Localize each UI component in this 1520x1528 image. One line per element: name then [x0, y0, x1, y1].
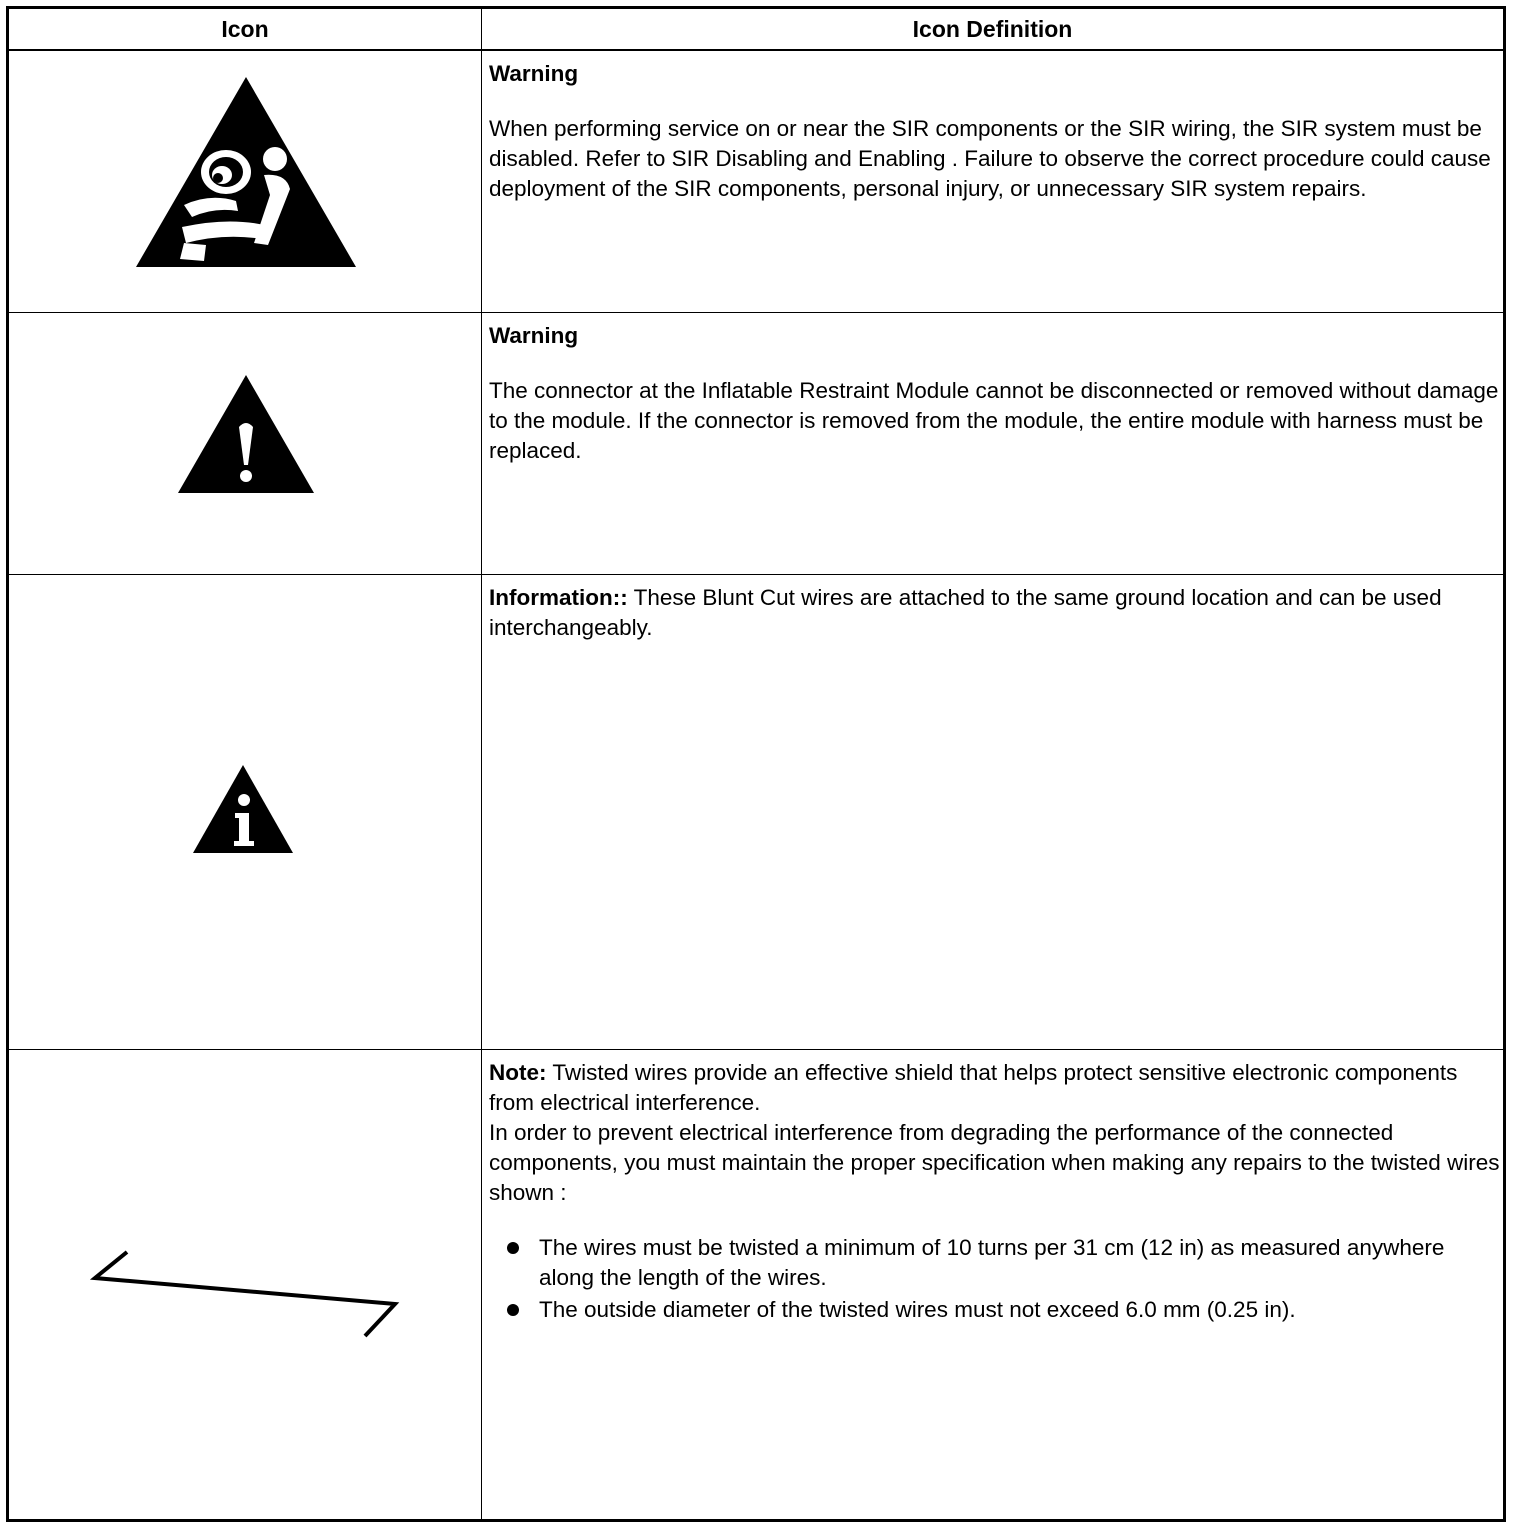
- definition-cell: [489, 51, 1501, 204]
- header-icon: Icon: [221, 16, 269, 42]
- table-row: [9, 1050, 1503, 1519]
- information-icon: [193, 765, 293, 853]
- warning-title: Warning: [489, 61, 579, 86]
- definition-cell: [489, 575, 1501, 643]
- warning-text: When performing service on or near the SIR components or the SIR wiring, the SIR system must be disabled. Refer to SIR Disabling and Enabling . Failure to observe the correct procedure could cause deployment of the SIR components, personal injury, or unnecessary SIR system repairs.: [489, 116, 1491, 201]
- note-label: Note:: [489, 1060, 547, 1085]
- icon-cell: [9, 51, 481, 312]
- definition-cell: [489, 1050, 1501, 1327]
- icon-cell: [9, 575, 481, 1049]
- table-header: [9, 9, 1503, 51]
- information-body: These Blunt Cut wires are attached to the same ground location and can be used interchangeably.: [489, 585, 1442, 640]
- bullet-text: The wires must be twisted a minimum of 10 turns per 31 cm (12 in) as measured anywhere along the length of the wires.: [539, 1235, 1445, 1290]
- icon-definition-table: [6, 6, 1506, 1522]
- warning-text: The connector at the Inflatable Restraint Module cannot be disconnected or removed without damage to the module. If the connector is removed from the module, the entire module with harness must be replaced.: [489, 378, 1499, 463]
- warning-title: Warning: [489, 323, 579, 348]
- information-text: [489, 583, 1501, 643]
- bullet-icon: [507, 1242, 519, 1254]
- note-text: [489, 1058, 1501, 1118]
- list-item: [489, 1233, 1501, 1293]
- table-row: [9, 51, 1503, 313]
- information-label: Information::: [489, 585, 628, 610]
- note-body: Twisted wires provide an effective shield that helps protect sensitive electronic components from electrical interference.: [489, 1060, 1458, 1115]
- airbag-warning-icon: [136, 77, 356, 269]
- bullet-text: The outside diameter of the twisted wires must not exceed 6.0 mm (0.25 in).: [539, 1297, 1296, 1322]
- table-row: [9, 575, 1503, 1050]
- icon-cell: [9, 1050, 481, 1519]
- list-item: [489, 1295, 1501, 1325]
- header-icon-definition: Icon Definition: [912, 16, 1073, 42]
- bullet-icon: [507, 1304, 519, 1316]
- definition-cell: [489, 313, 1501, 466]
- spec-bullet-list: [489, 1233, 1501, 1325]
- table-row: [9, 313, 1503, 575]
- twisted-wire-icon: [87, 1246, 407, 1346]
- note-instruction: In order to prevent electrical interference from degrading the performance of the connected components, you must maintain the proper specification when making any repairs to the twisted wires shown :: [489, 1120, 1500, 1205]
- icon-cell: [9, 313, 481, 574]
- exclamation-warning-icon: [178, 375, 314, 493]
